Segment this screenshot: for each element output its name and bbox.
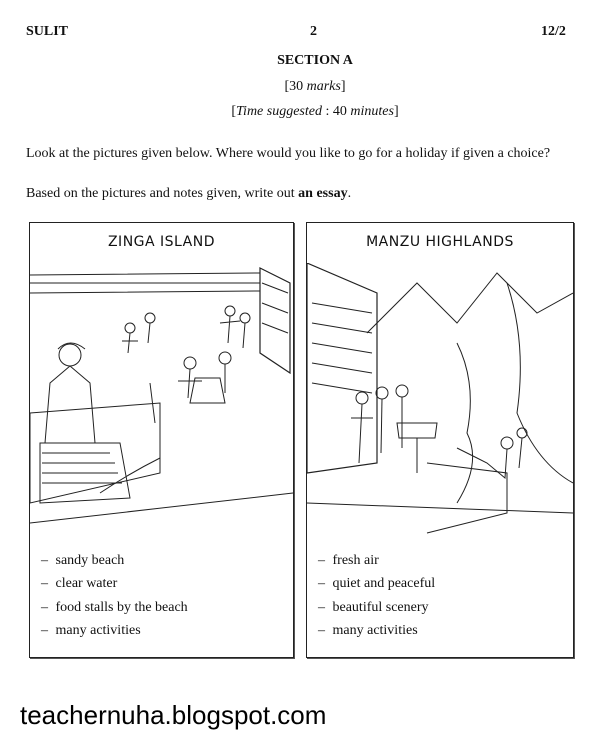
note-item: – sandy beach [41,553,188,576]
note-item: – food stalls by the beach [41,600,188,623]
website-watermark: teachernuha.blogspot.com [20,700,327,730]
section-title: SECTION A [277,53,353,68]
panel-manzu-highlands [306,222,574,658]
highlands-illustration [307,263,573,541]
header-sulit: SULIT [26,24,69,39]
zinga-notes-list [41,553,188,646]
instruction-question: Look at the pictures given below. Where would you like to go for a holiday if given a choice? [26,146,551,161]
panel-title: ZINGA ISLAND [107,234,216,250]
time-suggested: [Time suggested : 40 minutes] [231,104,399,119]
note-item: – fresh air [318,553,435,576]
page-number: 2 [310,24,317,39]
beach-illustration [30,263,293,541]
manzu-notes-list [318,553,435,646]
panel-title: MANZU HIGHLANDS [366,234,514,250]
marks: [30 marks] [284,79,346,94]
panel-zinga-island [29,222,294,658]
note-item: – quiet and peaceful [318,576,435,599]
note-item: – many activities [41,623,188,646]
note-item: – clear water [41,576,188,599]
paper-code: 12/2 [541,24,566,39]
instruction-task: Based on the pictures and notes given, write out an essay. [26,186,352,201]
note-item: – many activities [318,623,435,646]
note-item: – beautiful scenery [318,600,435,623]
